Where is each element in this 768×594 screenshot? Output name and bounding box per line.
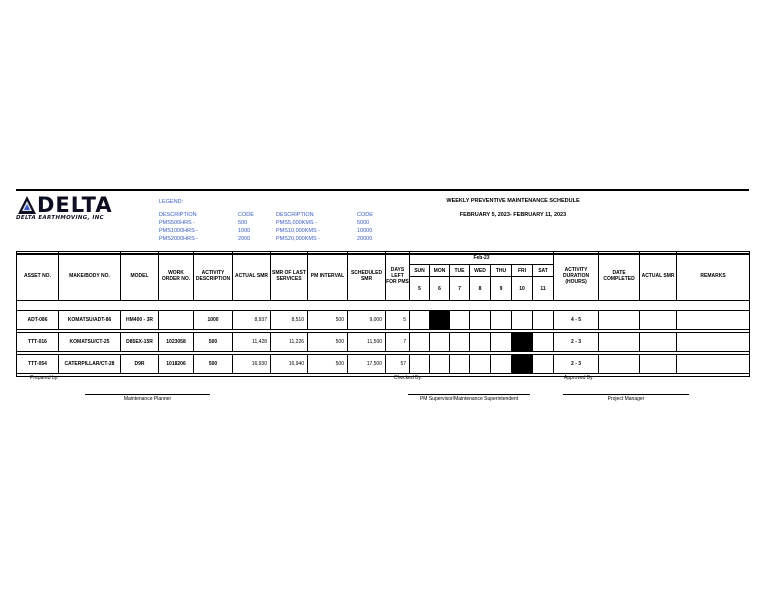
company-logo xyxy=(16,193,136,223)
day-cell-mon xyxy=(430,333,450,352)
legend-col-desc-1 xyxy=(159,211,198,243)
date-8: 8 xyxy=(470,277,491,301)
cell-date-completed xyxy=(599,355,640,374)
schedule-rows xyxy=(17,311,750,377)
legend-col-code-1 xyxy=(238,211,254,243)
col-work-order: WORK ORDER NO. xyxy=(159,252,194,301)
day-cell-sat xyxy=(533,333,554,352)
header-spacer xyxy=(17,301,750,311)
checked-by-label: Checked By: xyxy=(394,375,423,381)
day-cell-sat xyxy=(533,311,554,330)
col-date-completed: DATE COMPLETED xyxy=(599,252,640,301)
legend-header: DESCRIPTION xyxy=(276,212,314,218)
day-thu: THU xyxy=(491,265,512,277)
prepared-role: Maintenance Planner xyxy=(123,396,172,402)
date-11: 11 xyxy=(533,277,554,301)
cell-asset: ADT-086 xyxy=(17,311,59,330)
legend-item: PMS5,000KMS - xyxy=(276,220,317,226)
schedule-period: FEBRUARY 5, 2023- FEBRUARY 11, 2023 xyxy=(459,212,567,218)
cell-pm-interval: 500 xyxy=(308,355,348,374)
legend-item: 500 xyxy=(238,220,248,226)
checked-role: PM Supervisor/Maintenance Superintendent xyxy=(419,396,519,402)
legend-header: CODE xyxy=(238,212,254,218)
day-sun: SUN xyxy=(410,265,430,277)
cell-actual-smr-2 xyxy=(640,333,677,352)
cell-smr-last: 11,226 xyxy=(271,333,308,352)
legend-header: CODE xyxy=(357,212,373,218)
cell-actual-smr: 11,428 xyxy=(233,333,271,352)
date-9: 9 xyxy=(491,277,512,301)
delta-triangle-icon xyxy=(17,195,37,215)
date-5: 5 xyxy=(410,277,430,301)
day-cell-thu xyxy=(491,333,512,352)
cell-actual-smr: 8,937 xyxy=(233,311,271,330)
cell-pm-interval: 500 xyxy=(308,333,348,352)
legend-col-desc-2 xyxy=(276,211,320,243)
col-remarks: REMARKS xyxy=(677,252,750,301)
logo-subtitle: DELTA EARTHMOVING, INC xyxy=(16,215,105,221)
day-cell-wed xyxy=(470,333,491,352)
cell-actual-smr: 16,930 xyxy=(233,355,271,374)
col-days-left: DAYS LEFT FOR PMS xyxy=(386,252,410,301)
day-cell-wed xyxy=(470,355,491,374)
prepared-signature-line xyxy=(85,394,210,395)
cell-work-order: 1023058 xyxy=(159,333,194,352)
cell-days-left: 5 xyxy=(386,311,410,330)
day-cell-wed xyxy=(470,311,491,330)
sheet-header xyxy=(16,189,749,255)
day-cell-tue xyxy=(450,311,470,330)
table-row xyxy=(17,333,750,352)
cell-smr-last: 8,510 xyxy=(271,311,308,330)
prepared-by-label: Prepared by: xyxy=(30,375,59,381)
schedule-table xyxy=(16,251,750,377)
cell-days-left: 7 xyxy=(386,333,410,352)
legend-item: PMS20,000KMS - xyxy=(276,236,321,242)
day-tue: TUE xyxy=(450,265,470,277)
col-make-body: MAKE/BODY NO. xyxy=(59,252,121,301)
col-actual-smr-2: ACTUAL SMR xyxy=(640,252,677,301)
col-activity-duration: ACTIVITY DURATION (HOURS) xyxy=(554,252,599,301)
day-cell-mon xyxy=(430,355,450,374)
day-cell-tue xyxy=(450,355,470,374)
legend-item: 1000 xyxy=(238,228,251,234)
legend-item: 5000 xyxy=(357,220,370,226)
legend-item: PMS10,000KMS - xyxy=(276,228,321,234)
legend-title: LEGEND: xyxy=(159,199,184,205)
day-cell-mon xyxy=(430,311,450,330)
row-separator xyxy=(17,374,750,377)
cell-make: KOMATSU/ADT-86 xyxy=(59,311,121,330)
cell-remarks xyxy=(677,333,750,352)
logo-wordmark: DELTA xyxy=(37,193,113,217)
table-row xyxy=(17,311,750,330)
day-fri: FRI xyxy=(512,265,533,277)
cell-work-order xyxy=(159,311,194,330)
checked-signature-line xyxy=(408,394,530,395)
col-smr-last: SMR OF LAST SERVICES xyxy=(271,252,308,301)
cell-model: HM400 - 3R xyxy=(121,311,159,330)
col-pm-interval: PM INTERVAL xyxy=(308,252,348,301)
cell-make: KOMATSU/CT-25 xyxy=(59,333,121,352)
approved-role: Project Manager xyxy=(607,396,645,402)
approved-by-label: Approved By: xyxy=(564,375,595,381)
cell-duration: 2 - 3 xyxy=(554,333,599,352)
day-cell-sun xyxy=(410,333,430,352)
col-activity-desc: ACTIVITY DESCRIPTION xyxy=(194,252,233,301)
cell-make: CATERPILLAR/CT-28 xyxy=(59,355,121,374)
cell-work-order: 1018206 xyxy=(159,355,194,374)
cell-activity: 500 xyxy=(194,333,233,352)
day-cell-thu xyxy=(491,355,512,374)
pm-schedule-sheet xyxy=(16,189,749,402)
date-10: 10 xyxy=(512,277,533,301)
legend-header: DESCRIPTION xyxy=(159,212,197,218)
col-scheduled-smr: SCHEDULED SMR xyxy=(348,252,386,301)
cell-scheduled-smr: 11,500 xyxy=(348,333,386,352)
schedule-title: WEEKLY PREVENTIVE MAINTENANCE SCHEDULE xyxy=(446,198,580,204)
day-sat: SAT xyxy=(533,265,554,277)
day-cell-fri xyxy=(512,333,533,352)
approved-signature-line xyxy=(563,394,689,395)
cell-activity: 500 xyxy=(194,355,233,374)
cell-pm-interval: 500 xyxy=(308,311,348,330)
cell-smr-last: 16,940 xyxy=(271,355,308,374)
month-header: Feb-23 xyxy=(410,252,554,265)
day-mon: MON xyxy=(430,265,450,277)
day-cell-fri xyxy=(512,355,533,374)
cell-date-completed xyxy=(599,311,640,330)
cell-actual-smr-2 xyxy=(640,355,677,374)
col-model: MODEL xyxy=(121,252,159,301)
day-cell-thu xyxy=(491,311,512,330)
col-actual-smr: ACTUAL SMR xyxy=(233,252,271,301)
cell-duration: 4 - 5 xyxy=(554,311,599,330)
cell-actual-smr-2 xyxy=(640,311,677,330)
row-separator-cell xyxy=(17,374,750,377)
cell-asset: TTT-016 xyxy=(17,333,59,352)
day-cell-sat xyxy=(533,355,554,374)
legend-item: 2000 xyxy=(238,236,251,242)
cell-activity: 1000 xyxy=(194,311,233,330)
col-asset-no: ASSET NO. xyxy=(17,252,59,301)
legend-item: 10000 xyxy=(357,228,373,234)
legend-item: 20000 xyxy=(357,236,373,242)
legend-item: PMS1000HRS - xyxy=(159,228,199,234)
cell-scheduled-smr: 9,000 xyxy=(348,311,386,330)
cell-remarks xyxy=(677,355,750,374)
cell-model: D9R xyxy=(121,355,159,374)
table-row xyxy=(17,355,750,374)
cell-model: D85EX-15R xyxy=(121,333,159,352)
cell-asset: TTT-054 xyxy=(17,355,59,374)
day-cell-fri xyxy=(512,311,533,330)
day-cell-tue xyxy=(450,333,470,352)
cell-remarks xyxy=(677,311,750,330)
day-wed: WED xyxy=(470,265,491,277)
day-cell-sun xyxy=(410,311,430,330)
legend-item: PMS2000HRS - xyxy=(159,236,199,242)
cell-date-completed xyxy=(599,333,640,352)
legend-item: PMS500HRS - xyxy=(159,220,196,226)
cell-scheduled-smr: 17,500 xyxy=(348,355,386,374)
date-7: 7 xyxy=(450,277,470,301)
date-6: 6 xyxy=(430,277,450,301)
day-cell-sun xyxy=(410,355,430,374)
cell-days-left: 57 xyxy=(386,355,410,374)
cell-duration: 2 - 3 xyxy=(554,355,599,374)
legend-col-code-2 xyxy=(357,211,373,243)
